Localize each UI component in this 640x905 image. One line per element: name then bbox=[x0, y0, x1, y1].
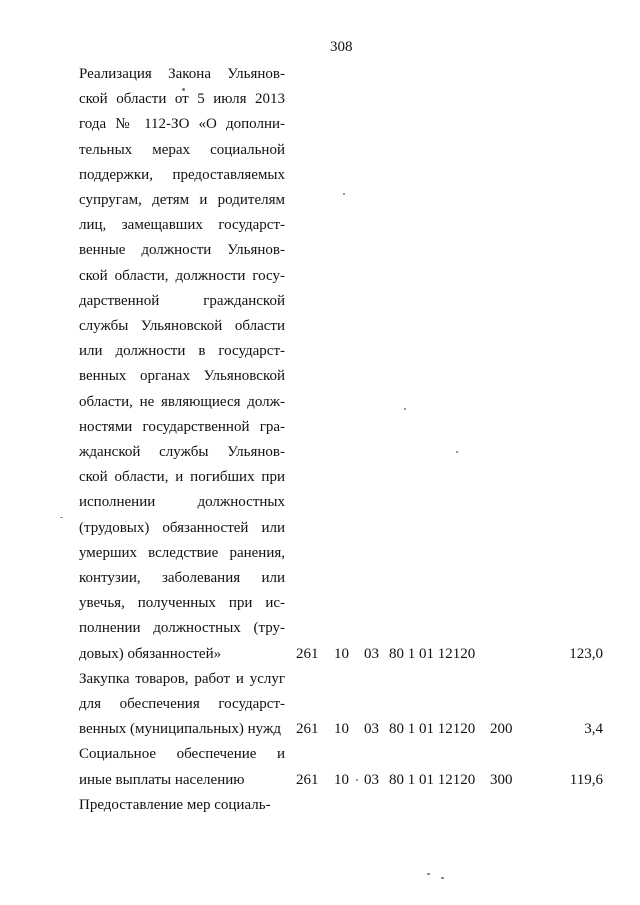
scan-speck bbox=[427, 873, 430, 875]
row-description-line: ской области, и погибших при bbox=[79, 469, 285, 486]
cell-csr: 80 1 01 12120 bbox=[389, 721, 476, 738]
row-description-line: Закупка товаров, работ и услуг bbox=[79, 670, 285, 687]
row-description-line: венные должности Ульянов- bbox=[79, 242, 285, 259]
cell-rz: 10 bbox=[334, 645, 349, 662]
row-description-line: службы Ульяновской области bbox=[79, 318, 285, 334]
scan-speck bbox=[343, 193, 345, 195]
row-description-line: Предоставление мер социаль- bbox=[79, 796, 271, 813]
cell-ved: 261 bbox=[296, 721, 319, 738]
scan-speck bbox=[356, 779, 358, 781]
row-description-line: года № 112-ЗО «О дополни- bbox=[79, 116, 285, 133]
row-description-line: (трудовых) обязанностей или bbox=[79, 519, 285, 536]
cell-sum: 119,6 bbox=[569, 771, 603, 788]
row-description-line: венных (муниципальных) нужд bbox=[79, 721, 281, 738]
cell-csr: 80 1 01 12120 bbox=[389, 645, 476, 662]
row-description-line: лиц, замещавших государст- bbox=[79, 217, 285, 234]
scan-speck bbox=[441, 877, 444, 879]
cell-sum: 123,0 bbox=[569, 645, 603, 662]
scan-speck bbox=[182, 88, 185, 91]
row-description-line: для обеспечения государст- bbox=[79, 696, 285, 712]
page-number: 308 bbox=[330, 39, 353, 55]
row-description-line: тельных мерах социальной bbox=[79, 141, 285, 158]
row-description-line: исполнении должностных bbox=[79, 494, 285, 511]
cell-pr: 03 bbox=[364, 645, 379, 662]
cell-vr: 200 bbox=[490, 721, 513, 738]
row-description-line: Реализация Закона Ульянов- bbox=[79, 66, 285, 82]
scan-speck bbox=[60, 517, 63, 518]
row-description-line: довых) обязанностей» bbox=[79, 645, 222, 662]
row-description-line: полнении должностных (тру- bbox=[79, 620, 285, 637]
cell-rz: 10 bbox=[334, 721, 349, 738]
row-description-line: ностями государственной гра- bbox=[79, 418, 285, 435]
cell-vr: 300 bbox=[490, 771, 513, 788]
row-description-line: увечья, полученных при ис- bbox=[79, 595, 285, 612]
cell-pr: 03 bbox=[364, 771, 379, 788]
row-description-line: ской области, должности госу- bbox=[79, 267, 285, 284]
row-description-line: иные выплаты населению bbox=[79, 771, 245, 788]
row-description-line: супругам, детям и родителям bbox=[79, 192, 285, 208]
cell-ved: 261 bbox=[296, 645, 319, 662]
row-description-line: жданской службы Ульянов- bbox=[79, 444, 285, 460]
row-description-line: области, не являющиеся долж- bbox=[79, 393, 285, 410]
cell-sum: 3,4 bbox=[584, 721, 603, 738]
row-description-line: Социальное обеспечение и bbox=[79, 746, 285, 763]
row-description-line: поддержки, предоставляемых bbox=[79, 166, 285, 183]
cell-pr: 03 bbox=[364, 721, 379, 738]
cell-ved: 261 bbox=[296, 771, 319, 788]
row-description-line: умерших вследствие ранения, bbox=[79, 544, 285, 561]
row-description-line: венных органах Ульяновской bbox=[79, 368, 285, 385]
scan-speck bbox=[404, 408, 406, 410]
cell-csr: 80 1 01 12120 bbox=[389, 771, 476, 788]
cell-rz: 10 bbox=[334, 771, 349, 788]
row-description-line: дарственной гражданской bbox=[79, 292, 285, 309]
scan-speck bbox=[456, 451, 458, 453]
row-description-line: или должности в государст- bbox=[79, 343, 285, 360]
row-description-line: ской области от 5 июля 2013 bbox=[79, 91, 285, 108]
row-description-line: контузии, заболевания или bbox=[79, 570, 285, 586]
